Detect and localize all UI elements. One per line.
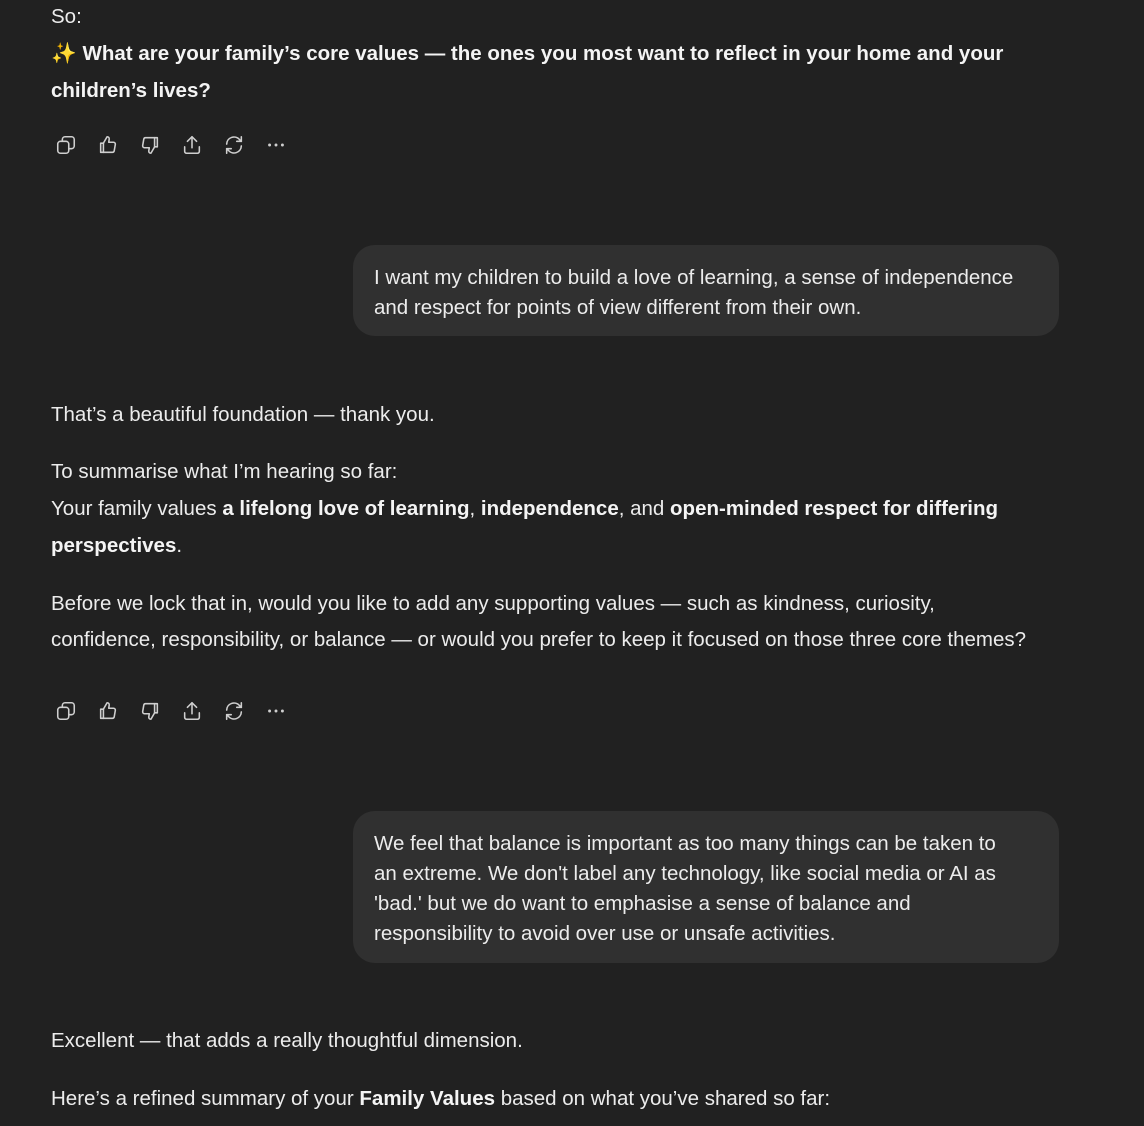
assistant-paragraph bbox=[51, 490, 998, 527]
assistant-paragraph bbox=[51, 1080, 830, 1117]
user-message-line: We feel that balance is important as too many things can be taken to bbox=[374, 832, 996, 855]
bold-value: Family Values bbox=[359, 1087, 495, 1110]
question-text: What are your family’s core values — the ones you most want to reflect in your home and your bbox=[82, 42, 1004, 65]
regenerate-button[interactable] bbox=[219, 130, 249, 160]
bold-value: a lifelong love of learning bbox=[222, 497, 470, 520]
share-icon bbox=[181, 134, 203, 156]
bold-value: perspectives bbox=[51, 534, 177, 557]
text-span: , and bbox=[618, 497, 671, 520]
user-message-line: I want my children to build a love of learning, a sense of independence bbox=[374, 266, 1014, 289]
question-text-cont: children’s lives? bbox=[51, 79, 211, 102]
assistant-paragraph: To summarise what I’m hearing so far: bbox=[51, 460, 398, 483]
regenerate-icon bbox=[223, 134, 245, 156]
text-span: Here’s a refined summary of your bbox=[51, 1087, 360, 1110]
assistant-question-line-2 bbox=[51, 72, 211, 109]
assistant-paragraph: confidence, responsibility, or balance — or would you prefer to keep it focused on those three core themes? bbox=[51, 628, 1027, 651]
regenerate-button[interactable] bbox=[219, 696, 249, 726]
sparkle-icon: ✨ bbox=[51, 42, 77, 65]
assistant-paragraph bbox=[51, 527, 182, 564]
copy-button[interactable] bbox=[51, 130, 81, 160]
text-span: . bbox=[176, 534, 183, 557]
assistant-text-so: So: bbox=[51, 5, 82, 28]
thumbs-down-button[interactable] bbox=[135, 696, 165, 726]
copy-icon bbox=[55, 700, 77, 722]
more-button[interactable] bbox=[261, 696, 291, 726]
text-span: Your family values bbox=[51, 497, 223, 520]
thumbs-down-icon bbox=[139, 134, 161, 156]
assistant-paragraph: Before we lock that in, would you like to add any supporting values — such as kindness, curiosity, bbox=[51, 592, 935, 615]
more-icon bbox=[265, 700, 287, 722]
thumbs-down-button[interactable] bbox=[135, 130, 165, 160]
thumbs-up-icon bbox=[97, 134, 119, 156]
assistant-question-line bbox=[51, 35, 1003, 72]
share-button[interactable] bbox=[177, 130, 207, 160]
user-message-line: an extreme. We don't label any technology, like social media or AI as bbox=[374, 862, 996, 885]
more-button[interactable] bbox=[261, 130, 291, 160]
assistant-paragraph: That’s a beautiful foundation — thank you. bbox=[51, 403, 435, 426]
copy-icon bbox=[55, 134, 77, 156]
more-icon bbox=[265, 134, 287, 156]
thumbs-down-icon bbox=[139, 700, 161, 722]
message-actions-1 bbox=[51, 130, 291, 160]
user-message-line: and respect for points of view different from their own. bbox=[374, 296, 862, 319]
share-button[interactable] bbox=[177, 696, 207, 726]
text-span: based on what you’ve shared so far: bbox=[495, 1087, 831, 1110]
message-actions-2 bbox=[51, 696, 291, 726]
user-message-line: 'bad.' but we do want to emphasise a sense of balance and bbox=[374, 892, 911, 915]
regenerate-icon bbox=[223, 700, 245, 722]
bold-value: independence bbox=[480, 497, 619, 520]
thumbs-up-button[interactable] bbox=[93, 696, 123, 726]
text-span: , bbox=[469, 497, 481, 520]
user-message-line: responsibility to avoid over use or unsafe activities. bbox=[374, 922, 836, 945]
thumbs-up-button[interactable] bbox=[93, 130, 123, 160]
thumbs-up-icon bbox=[97, 700, 119, 722]
user-message-bubble bbox=[353, 811, 1059, 963]
bold-value: open-minded respect for differing bbox=[670, 497, 999, 520]
assistant-paragraph: Excellent — that adds a really thoughtful dimension. bbox=[51, 1029, 523, 1052]
user-message-bubble bbox=[353, 245, 1059, 336]
copy-button[interactable] bbox=[51, 696, 81, 726]
share-icon bbox=[181, 700, 203, 722]
